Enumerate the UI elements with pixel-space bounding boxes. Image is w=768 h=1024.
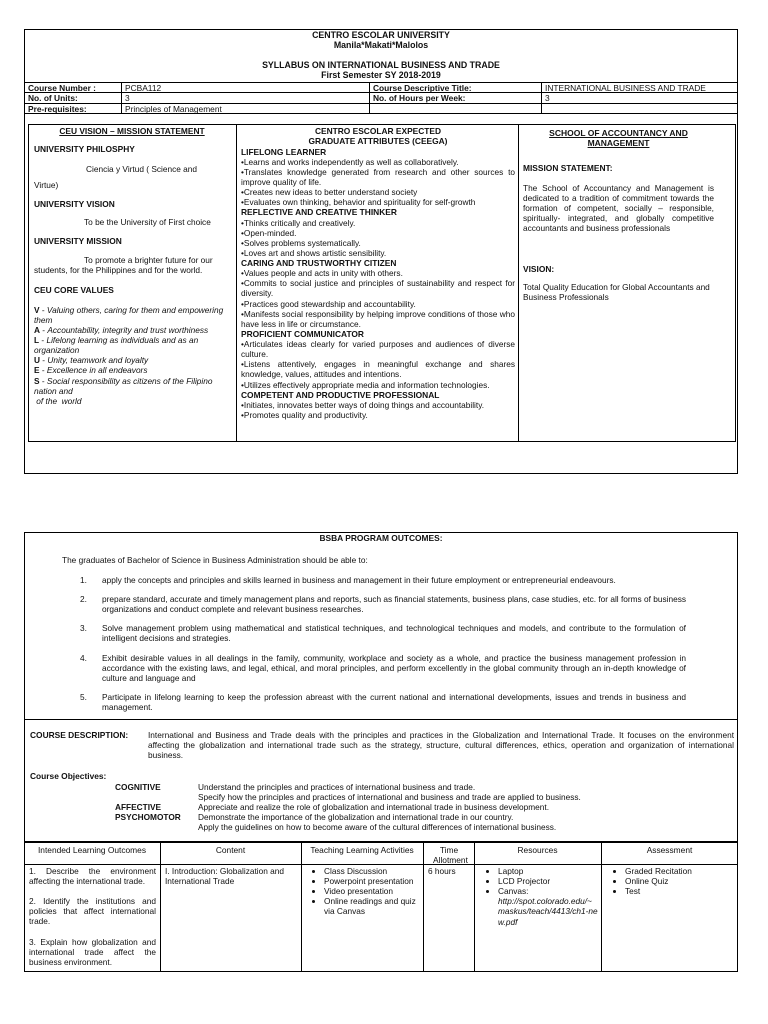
ceega-item: •Practices good stewardship and accountability. xyxy=(241,298,416,309)
header-assessment: Assessment xyxy=(646,845,693,855)
activity-item: • Video presentation xyxy=(324,886,420,896)
outcomes-list xyxy=(80,575,686,721)
ceega-item: •Utilizes effectively appropriate media and information technologies. xyxy=(241,379,490,390)
ceega-item: •Listens attentively, engages in meaningful exchange and shares knowledge, values, attitudes and intentions. xyxy=(241,359,515,380)
ceega-heading-1: CENTRO ESCOLAR EXPECTED xyxy=(314,126,442,136)
activities-cell xyxy=(310,866,420,917)
philosophy-text: Ciencia y Virtud ( Science and xyxy=(86,163,197,174)
ceega-item: •Loves art and shows artistic sensibility. xyxy=(241,247,387,258)
objective-row: PSYCHOMOTOR Demonstrate the importance of the globalization and international trade in our country. xyxy=(115,812,514,823)
school-heading: SCHOOL OF ACCOUNTANCY AND MANAGEMENT xyxy=(549,128,688,149)
assessment-item: • Online Quiz xyxy=(625,876,734,886)
university-name: CENTRO ESCOLAR UNIVERSITY xyxy=(312,30,450,40)
header-resources: Resources xyxy=(517,845,558,855)
outcome-item: 1. apply the concepts and principles and skills learned in business and management in their future employment or entrepreneurial endeavours. xyxy=(80,575,616,585)
ilo-cell xyxy=(29,866,156,967)
objective-row: COGNITIVE Understand the principles and practices of international business and trade. xyxy=(115,782,476,792)
resource-item: • LCD Projector xyxy=(498,876,598,886)
objective-row: Specify how the principles and practices of international and business and trade are applied to business. xyxy=(198,792,581,803)
core-value-item: V - Valuing others, caring for them and empowering them xyxy=(34,304,224,325)
school-mission-text: The School of Accountancy and Management is dedicated to a tradition of commitment towards the formation of competent, socially – responsible, spiritually- integrated, and globally competitive accountants and business professionals xyxy=(523,182,714,234)
course-number-label: Course Number : xyxy=(28,83,96,93)
core-value-item: A - Accountability, integrity and trust worthiness xyxy=(34,325,209,336)
hours-label: No. of Hours per Week: xyxy=(373,93,466,103)
ceega-item: •Values people and acts in unity with others. xyxy=(241,268,403,279)
ilo-item: 3. Explain how globalization and international trade affect the business environment. xyxy=(29,936,156,967)
core-value-tail: of the world xyxy=(34,395,82,406)
prereq-value: Principles of Management xyxy=(125,104,222,114)
title-value: INTERNATIONAL BUSINESS AND TRADE xyxy=(545,83,706,93)
school-vision-text: Total Quality Education for Global Accountants and Business Professionals xyxy=(523,281,710,302)
time-cell: 6 hours xyxy=(428,866,456,876)
ceega-heading-2: GRADUATE ATTRIBUTES (CEEGA) xyxy=(308,136,448,147)
header-activities: Teaching Learning Activities xyxy=(310,845,414,855)
core-value-item: U - Unity, teamwork and loyalty xyxy=(34,355,149,366)
core-values-list xyxy=(34,305,230,406)
ceu-vision-heading: CEU VISION – MISSION STATEMENT xyxy=(59,126,205,136)
ceega-item: •Solves problems systematically. xyxy=(241,237,361,248)
title-label: Course Descriptive Title: xyxy=(373,83,472,93)
content-cell: I. Introduction: Globalization and International Trade xyxy=(165,866,284,887)
ceega-item: •Evaluates own thinking, behavior and spirituality for self-growth xyxy=(241,197,476,208)
units-value: 3 xyxy=(125,93,130,103)
ceega-section-title: CARING AND TRUSTWORTHY CITIZEN xyxy=(241,257,397,268)
ceega-section-title: COMPETENT AND PRODUCTIVE PROFESSIONAL xyxy=(241,389,440,400)
units-label: No. of Units: xyxy=(28,93,78,103)
semester: First Semester SY 2018-2019 xyxy=(321,70,441,80)
activity-item: • Powerpoint presentation xyxy=(324,876,420,886)
ceega-item: •Promotes quality and productivity. xyxy=(241,410,368,421)
objectives-label: Course Objectives: xyxy=(30,771,107,781)
mission-heading: UNIVERSITY MISSION xyxy=(34,236,122,247)
resource-item: • Canvas: http://spot.colorado.edu/~maskus/teach/4413/ch1-new.pdf xyxy=(498,886,598,926)
ceu-vision-column xyxy=(34,126,230,406)
description-text: International and Business and Trade deals with the principles and practices in the Globalization and International Trade. It focuses on the environment affecting the globalization and international trade such as the strategy, structure, cultural differences, ethics, operation and organization of international business. xyxy=(148,730,734,761)
ceega-item: •Initiates, innovates better ways of doing things and accountability. xyxy=(241,399,485,410)
resource-link[interactable]: http://spot.colorado.edu/~maskus/teach/4413/ch1-new.pdf xyxy=(498,896,598,927)
mission-text: To promote a brighter future for our xyxy=(84,255,213,266)
ceega-item: •Thinks critically and creatively. xyxy=(241,217,356,228)
ceega-item: •Open-minded. xyxy=(241,227,297,238)
ceega-item: •Translates knowledge generated from research and other sources to improve quality of life. xyxy=(241,166,515,187)
hours-value: 3 xyxy=(545,93,550,103)
ceega-item: •Creates new ideas to better understand society xyxy=(241,187,418,198)
vision-heading: UNIVERSITY VISION xyxy=(34,198,115,209)
resource-item: • Laptop xyxy=(498,866,598,876)
syllabus-title: SYLLABUS ON INTERNATIONAL BUSINESS AND TRADE xyxy=(262,60,500,70)
assessment-cell xyxy=(611,866,734,896)
outcome-item: 5. Participate in lifelong learning to keep the profession abreast with the current national and international developments, issues and trends in business and management. xyxy=(80,691,686,712)
ceega-item: •Learns and works independently as well as collaboratively. xyxy=(241,156,459,167)
philosophy-text-2: Virtue) xyxy=(34,179,59,190)
objective-row: AFFECTIVE Appreciate and realize the role of globalization and international trade in business development. xyxy=(115,802,550,813)
school-column xyxy=(523,128,714,302)
outcomes-heading: BSBA PROGRAM OUTCOMES: xyxy=(319,533,443,543)
ceega-item: •Manifests social responsibility by helping improve conditions of those who have less in life or circumstance. xyxy=(241,308,515,329)
assessment-item: • Test xyxy=(625,886,734,896)
ceega-section-title: LIFELONG LEARNER xyxy=(241,146,327,157)
ceega-section-title: REFLECTIVE AND CREATIVE THINKER xyxy=(241,207,397,218)
ceega-section-title: PROFICIENT COMMUNICATOR xyxy=(241,328,364,339)
campuses: Manila*Makati*Malolos xyxy=(333,40,429,50)
objective-row: Apply the guidelines on how to become aware of the cultural differences of international business. xyxy=(198,822,557,833)
core-value-item: S - Social responsibility as citizens of the Filipino nation and xyxy=(34,375,213,396)
course-number-value: PCBA112 xyxy=(125,83,162,93)
description-label: COURSE DESCRIPTION: xyxy=(30,730,129,740)
resources-cell xyxy=(484,866,598,927)
header-content: Content xyxy=(215,845,246,855)
activity-item: • Online readings and quiz via Canvas xyxy=(324,896,420,916)
ilo-item: 1. Describe the environment affecting the international trade. xyxy=(29,866,156,887)
outcome-item: 4. Exhibit desirable values in all dealings in the family, community, workplace and society as a whole, and practice the business management profession in accordance with the existing laws, and legal, ethical, and moral principles, and perform excellently in the global community through an in-depth knowledge of culture and language and xyxy=(80,652,686,683)
activity-item: • Class Discussion xyxy=(324,866,420,876)
ceega-item: •Articulates ideas clearly for varied purposes and audiences of diverse culture. xyxy=(241,339,515,360)
header-time: Time Allotment xyxy=(433,845,468,866)
prereq-label: Pre-requisites: xyxy=(28,104,87,114)
ceega-column xyxy=(241,126,515,420)
ceega-sections xyxy=(241,147,515,421)
philosophy-heading: UNIVERSITY PHILOSPHY xyxy=(34,144,135,155)
mission-text-2: students, for the Philippines and for the world. xyxy=(34,265,203,276)
core-value-item: E - Excellence in all endeavors xyxy=(34,365,148,376)
assessment-item: • Graded Recitation xyxy=(625,866,734,876)
ilo-item: 2. Identify the institutions and policies that affect international trade. xyxy=(29,896,156,927)
outcomes-intro: The graduates of Bachelor of Science in Business Administration should be able to: xyxy=(62,555,368,565)
school-mission-heading: MISSION STATEMENT: xyxy=(523,162,613,173)
outcome-item: 3. Solve management problem using mathematical and statistical techniques, and technological techniques and models, and contribute to the formulation of intelligent decisions and strategies. xyxy=(80,623,686,644)
ceega-item: •Commits to social justice and principles of sustainability and respect for diversity. xyxy=(241,278,515,299)
outcome-item: 2. prepare standard, accurate and timely management plans and reports, such as financial statements, business plans, case studies, etc. for all forms of business organizations and conduct complete and relevant business researches. xyxy=(80,594,686,615)
school-vision-heading: VISION: xyxy=(523,263,555,274)
core-values-heading: CEU CORE VALUES xyxy=(34,284,114,295)
objectives-list xyxy=(115,782,735,833)
core-value-item: L - Lifelong learning as individuals and as an organization xyxy=(34,335,199,356)
vision-text: To be the University of First choice xyxy=(84,216,211,227)
header-ilo: Intended Learning Outcomes xyxy=(37,845,147,855)
